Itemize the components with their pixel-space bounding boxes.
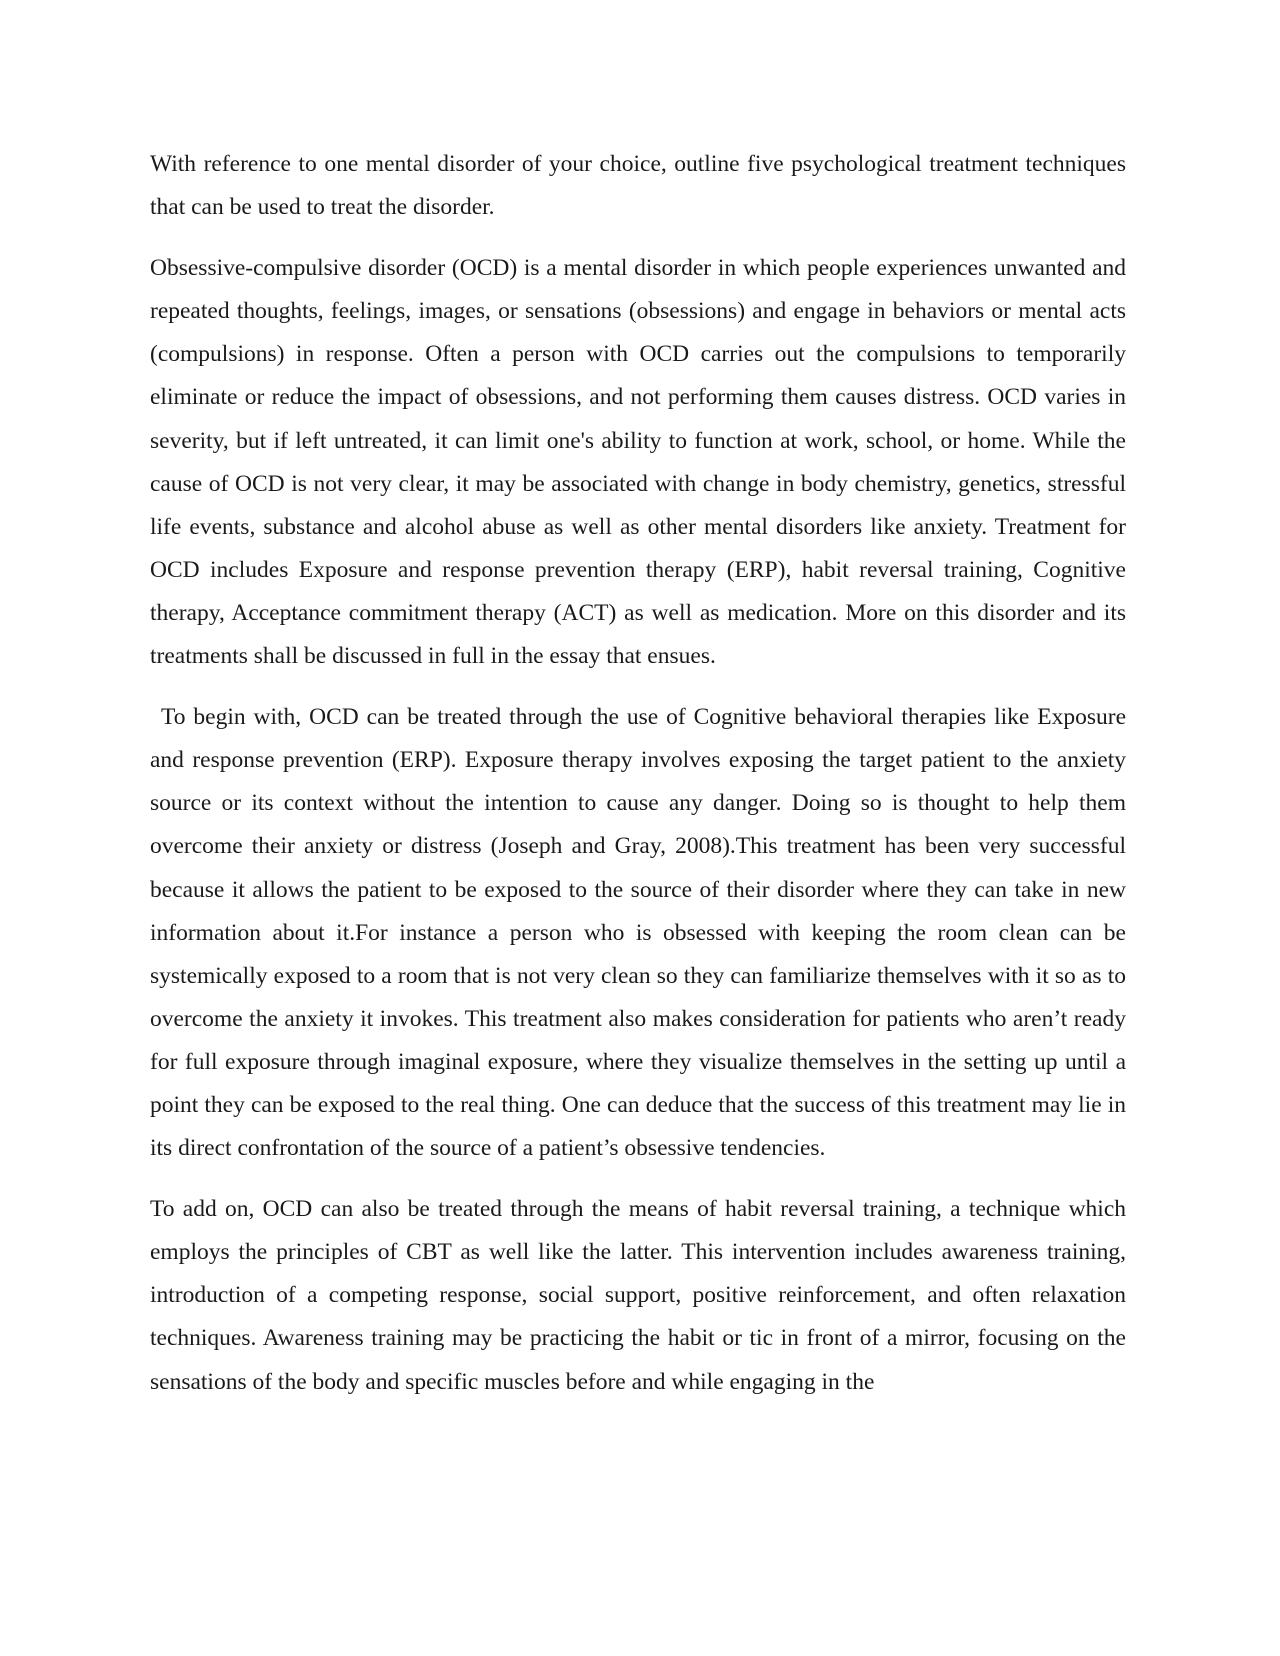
document-body	[150, 143, 1126, 1404]
essay-question: With reference to one mental disorder of your choice, outline five psychological treatment techniques that can be used to treat the disorder.	[150, 151, 1126, 221]
paragraph-introduction: Obsessive-compulsive disorder (OCD) is a mental disorder in which people experiences unwanted and repeated thoughts, feelings, images, or sensations (obsessions) and engage in behaviors or mental acts (compulsions) in response. Often a person with OCD carries out the compulsions to temporarily eliminate or reduce the impact of obsessions, and not performing them causes distress. OCD varies in severity, but if left untreated, it can limit one's ability to function at work, school, or home. While the cause of OCD is not very clear, it may be associated with change in body chemistry, genetics, stressful life events, substance and alcohol abuse as well as other mental disorders like anxiety. Treatment for OCD includes Exposure and response prevention therapy (ERP), habit reversal training, Cognitive therapy, Acceptance commitment therapy (ACT) as well as medication. More on this disorder and its treatments shall be discussed in full in the essay that ensues.	[150, 255, 1126, 670]
paragraph-habit-reversal: To add on, OCD can also be treated through the means of habit reversal training, a technique which employs the principles of CBT as well like the latter. This intervention includes awareness training, introduction of a competing response, social support, positive reinforcement, and often relaxation techniques. Awareness training may be practicing the habit or tic in front of a mirror, focusing on the sensations of the body and specific muscles before and while engaging in the	[150, 1196, 1126, 1395]
paragraph-erp-treatment: To begin with, OCD can be treated through the use of Cognitive behavioral therapies like Exposure and response prevention (ERP). Exposure therapy involves exposing the target patient to the anxiety source or its context without the intention to cause any danger. Doing so is thought to help them overcome their anxiety or distress (Joseph and Gray, 2008).This treatment has been very successful because it allows the patient to be exposed to the source of their disorder where they can take in new information about it.For instance a person who is obsessed with keeping the room clean can be systemically exposed to a room that is not very clean so they can familiarize themselves with it so as to overcome the anxiety it invokes. This treatment also makes consideration for patients who aren’t ready for full exposure through imaginal exposure, where they visualize themselves in the setting up until a point they can be exposed to the real thing. One can deduce that the success of this treatment may lie in its direct confrontation of the source of a patient’s obsessive tendencies.	[150, 704, 1126, 1162]
